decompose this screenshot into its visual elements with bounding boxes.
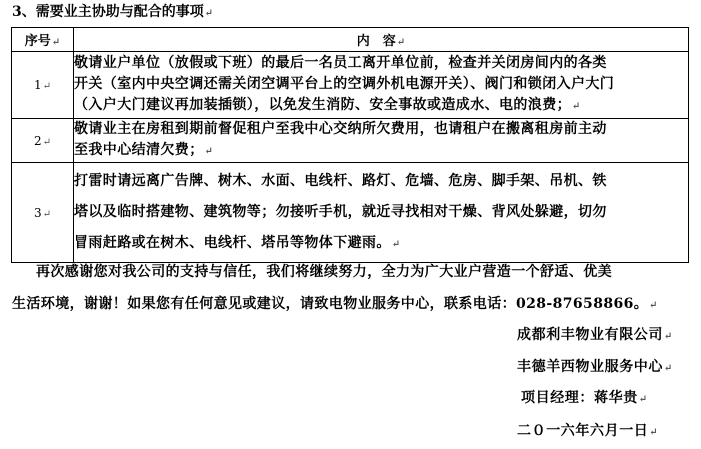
content-line: 冒雨赶路或在树木、电线杆、塔吊等物体下避雨。↵ [74, 235, 401, 251]
row-content [74, 163, 689, 263]
row-content [74, 119, 689, 163]
signature-service-center: 丰德羊西物业服务中心↵ [517, 359, 673, 375]
table-header-row [12, 28, 689, 52]
content-line: （入户大门建议再加装插锁），以免发生消防、安全事故或造成水、电的浪费；↵ [74, 97, 581, 113]
row-number: 2↵ [12, 119, 74, 163]
items-table [11, 27, 689, 263]
content-line: 塔以及临时搭建物、建筑物等；勿接听手机，就近寻找相对干燥、背风处躲避，切勿 [74, 204, 607, 220]
content-line: 敬请业户单位（放假或下班）的最后一名员工离开单位前，检查并关闭房间内的各类 [74, 55, 607, 71]
row-number: 3↵ [12, 163, 74, 263]
row-content [74, 52, 689, 119]
table-row [12, 163, 689, 263]
signature-date: 二０一六年六月一日↵ [517, 423, 659, 439]
content-line: 至我中心结清欠费；↵ [74, 142, 214, 158]
row-number: 1↵ [12, 52, 74, 119]
header-no: 序号↵ [12, 28, 74, 52]
signature-company: 成都利丰物业有限公司↵ [517, 327, 673, 343]
table-row [12, 119, 689, 163]
table-row [12, 52, 689, 119]
content-line: 打雷时请远离广告牌、树木、水面、电线杆、路灯、危墙、危房、脚手架、吊机、铁 [74, 173, 607, 189]
content-line: 敬请业主在房租到期前督促租户至我中心交纳所欠费用，也请租户在搬离租房前主动 [74, 121, 607, 137]
signature-manager: 项目经理：蒋华贵↵ [521, 390, 648, 406]
section-heading: 3、需要业主协助与配合的事项↵ [12, 4, 214, 20]
thanks-paragraph-line: 再次感谢您对我公司的支持与信任，我们将继续努力，全力为广大业户营造一个舒适、优美 [36, 264, 612, 280]
content-line: 开关（室内中央空调还需关闭空调平台上的空调外机电源开关）、阀门和锁闭入户大门 [74, 76, 615, 92]
header-content: 内 容↵ [74, 28, 689, 52]
thanks-paragraph-line: 生活环境，谢谢！如果您有任何意见或建议，请致电物业服务中心，联系电话：028-87658866。↵ [12, 296, 658, 312]
